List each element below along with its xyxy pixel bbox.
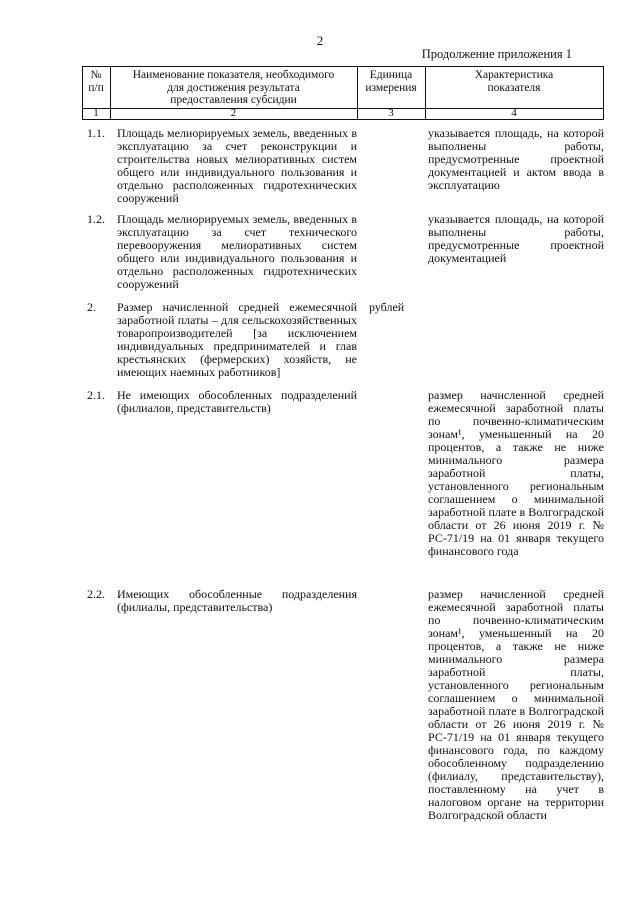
column-number-2: 2	[230, 107, 237, 119]
row-description: размер начисленной средней ежемесячной заработной платы по почвенно-климатическим зонам¹, уменьшенный на 20 процентов, а также не ниже минимального размера заработной платы, установленного региональным соглашением о минимальной заработной плате в Волгоградской области от 26 июня 2019 г. № РС-71/19 на 01 января текущего финансового года, по каждому обособленному подразделению (филиалу, представительству), поставленному на учет в налоговом органе на территории Волгоградской области	[428, 587, 604, 822]
header-col-name: Наименование показателя, необходимого для достижения результата предоставления субсидии	[132, 69, 335, 106]
row-unit: рублей	[369, 300, 405, 314]
header-col-unit: Единица измерения	[365, 69, 417, 94]
appendix-label: Продолжение приложения 1	[421, 47, 572, 61]
column-number-3: 3	[388, 107, 394, 119]
row-description: размер начисленной средней ежемесячной заработной платы по почвенно-климатическим зонам¹, уменьшенный на 20 процентов, а также не ниже минимального размера заработной платы, установленного региональным соглашением о минимальной заработной плате в Волгоградской области от 26 июня 2019 г. № РС-71/19 на 01 января текущего финансового года	[428, 388, 604, 558]
row-description: указывается площадь, на которой выполнены работы, предусмотренные проектной документацией и актом ввода в эксплуатацию	[428, 126, 604, 192]
header-col-num: № п/п	[88, 69, 104, 94]
row-name: Имеющих обособленные подразделения (филиалы, представительства)	[117, 587, 357, 614]
row-number: 1.2.	[87, 212, 105, 226]
column-number-4: 4	[511, 107, 517, 119]
page-number: 2	[316, 33, 324, 48]
row-name: Не имеющих обособленных подразделений (филиалов, представительств)	[117, 388, 357, 415]
row-number: 2.1.	[87, 388, 105, 402]
row-name: Площадь мелиорируемых земель, введенных в эксплуатацию за счет реконструкции и строительства новых мелиоративных систем общего или индивидуального пользования и отдельно расположенных гидротехнических сооружений	[117, 126, 357, 205]
row-name: Размер начисленной средней ежемесячной заработной платы – для сельскохозяйственных товаропроизводителей [за исключением индивидуальных предпринимателей и глав крестьянских (фермерских) хозяйств, не имеющих наемных работников]	[117, 300, 357, 379]
row-description: указывается площадь, на которой выполнены работы, предусмотренные проектной документацией	[428, 212, 604, 265]
row-name: Площадь мелиорируемых земель, введенных в эксплуатацию за счет технического перевооружения мелиоративных систем общего или индивидуального пользования и отдельно расположенных гидротехнических сооружений	[117, 212, 357, 291]
row-number: 1.1.	[87, 126, 105, 140]
column-number-1: 1	[93, 107, 99, 119]
row-number: 2.2.	[87, 587, 105, 601]
header-col-desc: Характеристика показателя	[474, 69, 554, 94]
row-number: 2.	[87, 300, 96, 314]
